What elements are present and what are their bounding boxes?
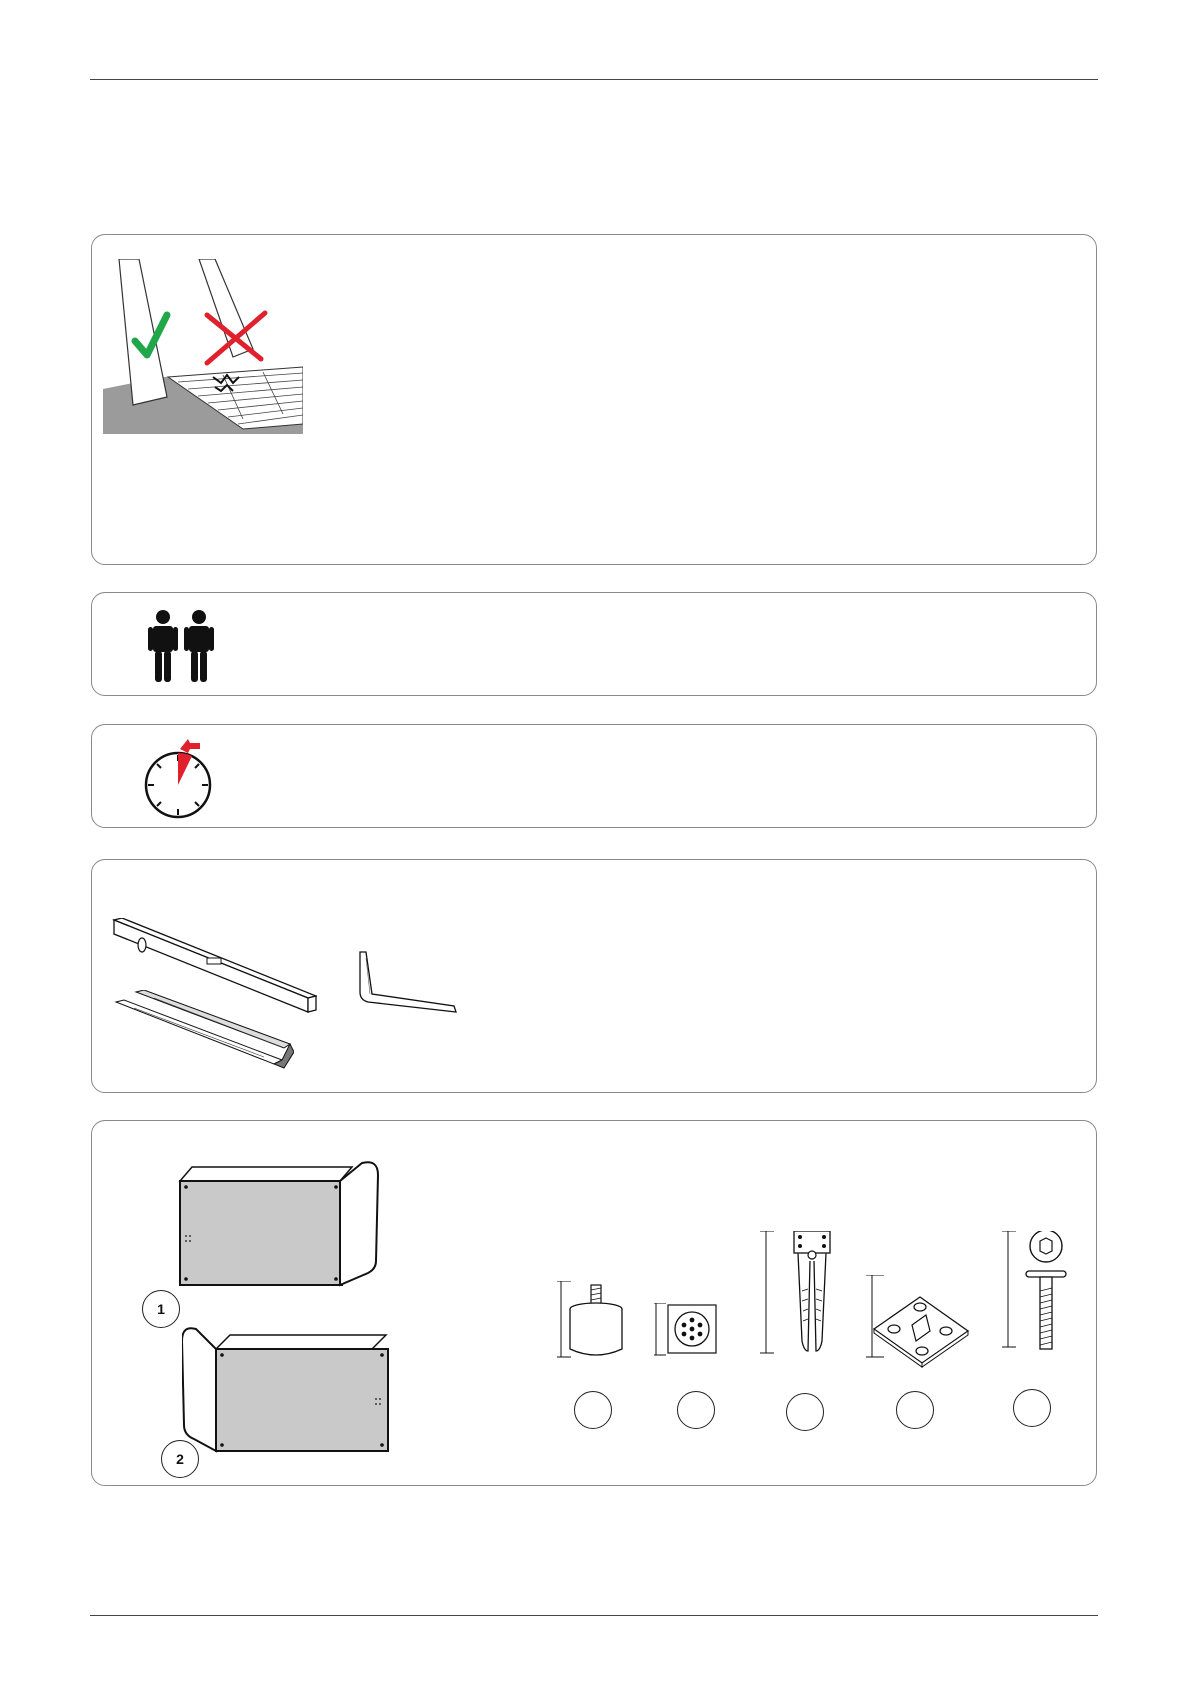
felt-pad-icon bbox=[654, 1303, 724, 1359]
stopwatch-icon bbox=[142, 735, 226, 821]
allen-key-icon bbox=[352, 950, 462, 1020]
floor-protection-panel bbox=[91, 234, 1097, 565]
people-panel bbox=[91, 592, 1097, 696]
part-number-2 bbox=[161, 1440, 199, 1478]
hardware-label-2 bbox=[677, 1391, 715, 1429]
hardware-label-4 bbox=[896, 1391, 934, 1429]
parts-panel bbox=[91, 1120, 1097, 1486]
tools-panel bbox=[91, 859, 1097, 1093]
mounting-plate-icon bbox=[864, 1275, 974, 1371]
hardware-label-5 bbox=[1013, 1389, 1051, 1427]
time-panel bbox=[91, 724, 1097, 828]
sofa-side-panel-left-icon bbox=[172, 1161, 392, 1301]
allen-bolt-icon bbox=[1000, 1231, 1080, 1361]
foot-glide-icon bbox=[557, 1281, 637, 1361]
connector-clip-icon bbox=[758, 1231, 838, 1361]
part-number-1 bbox=[142, 1290, 180, 1328]
folding-rule-icon bbox=[114, 990, 294, 1070]
floor-protection-illustration bbox=[103, 259, 303, 434]
part-number-1-label: 1 bbox=[157, 1301, 165, 1317]
sofa-side-panel-right-icon bbox=[182, 1327, 402, 1467]
hardware-label-3 bbox=[786, 1393, 824, 1431]
hardware-label-1 bbox=[574, 1391, 612, 1429]
top-rule bbox=[90, 79, 1098, 80]
part-number-2-label: 2 bbox=[176, 1451, 184, 1467]
two-persons-icon bbox=[146, 609, 218, 683]
bottom-rule bbox=[90, 1615, 1098, 1616]
